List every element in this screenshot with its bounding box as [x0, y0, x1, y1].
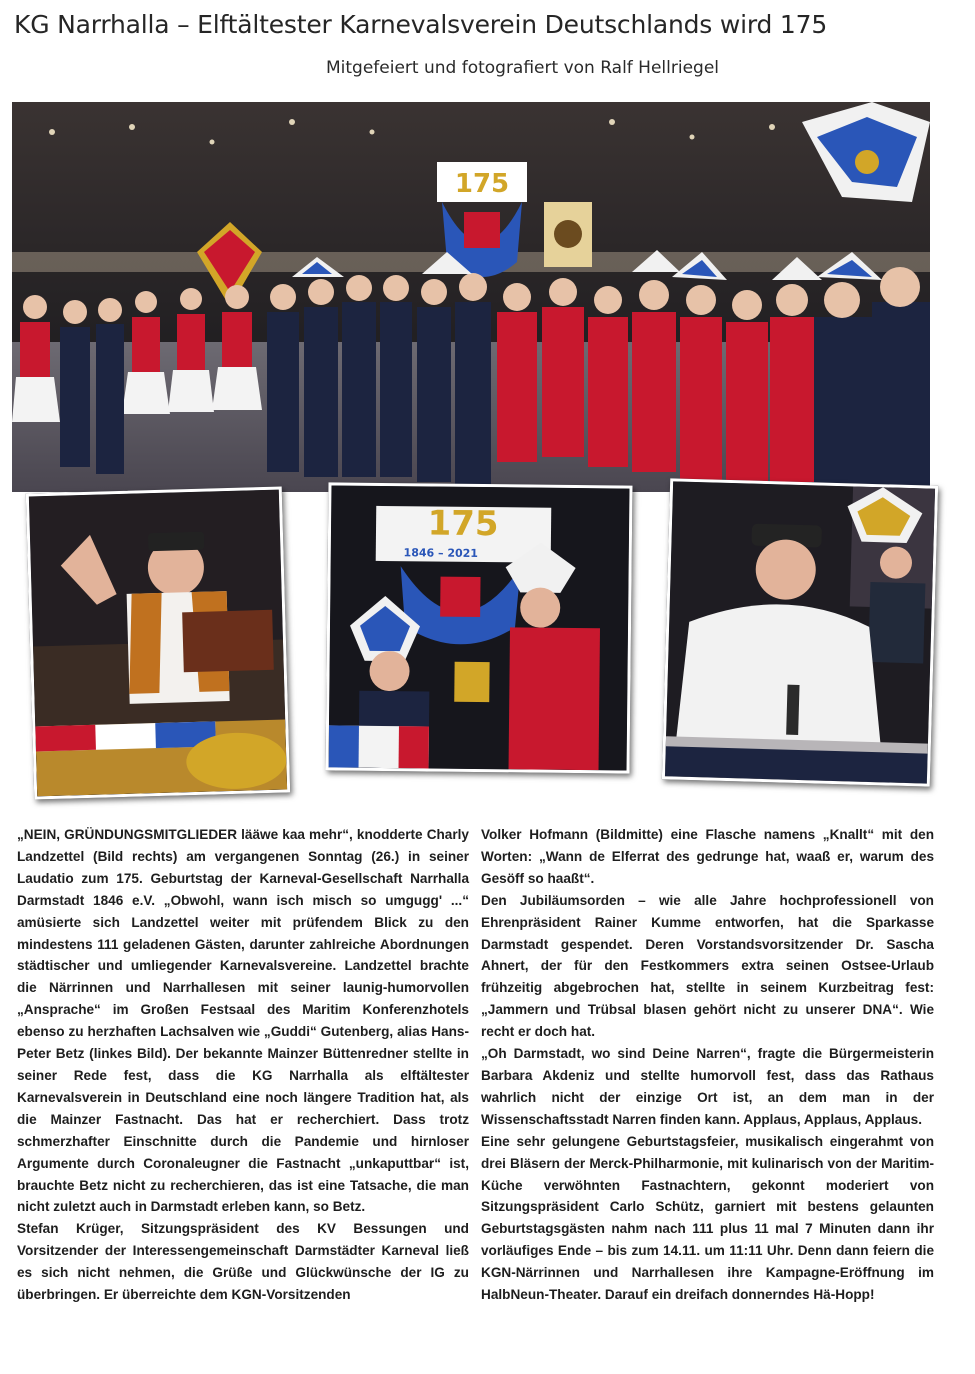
group-photo-illustration: [12, 102, 930, 492]
svg-text:175: 175: [427, 503, 499, 545]
article-byline: Mitgefeiert und fotografiert von Ralf Hellriegel: [325, 58, 720, 78]
speaker-illustration: [29, 490, 287, 797]
speaker-photo-left: [26, 486, 290, 799]
svg-text:1846 – 2021: 1846 – 2021: [403, 546, 479, 560]
paragraph: Eine sehr gelungene Geburtstagsfeier, musikalisch eingerahmt von drei Bläsern der Merck-Philharmonie, mit kulinarisch von der Maritim-Küche verwöhnten Fastnachtern, gekonnt moderiert von Sitzungspräsident Carlo Schütz, garniert mit bestens gelaunten Geburtstagsgästen nahm nach 111 plus 11 mal 7 Minuten dann ihr vorläufiges Ende – bis zum 14.11. um 11:11 Uhr. Denn dann feiern die KGN-Närrinnen und Narrhallesen ihre Kampagne-Eröffnung im HalbNeun-Theater. Darauf ein dreifach donnerndes Hä-Hopp!: [481, 1133, 934, 1303]
laughing-man-photo-right: [662, 478, 938, 786]
article-column-left: [17, 824, 469, 1306]
article-column-right: [481, 824, 934, 1306]
paragraph: Stefan Krüger, Sitzungspräsident des KV Bessungen und Vorsitzender der Interessengemeinschaft Darmstädter Karneval ließ es sich nicht nehmen, die Grüße und Glückwünsche der IG zu überbringen. Er überreichte dem KGN-Vorsitzenden: [17, 1221, 469, 1303]
laughing-man-illustration: [665, 481, 935, 783]
paragraph: Volker Hofmann (Bildmitte) eine Flasche namens „Knallt“ mit den Worten: „Wann de Elferrat des gedrunge hat, waaß er, warum des Gesöff so haaßt“.: [481, 827, 934, 886]
paragraph: „Oh Darmstadt, wo sind Deine Narren“, fragte die Bürgermeisterin Barbara Akdeniz und stellte humorvoll fest, dass das Rathaus wahrlich nicht der einzige Ort ist, an dem man in der Wissenschaftsstadt Narren finden kann. Applaus, Applaus, Applaus.: [481, 1046, 934, 1127]
article-title: KG Narrhalla – Elftältester Karnevalsverein Deutschlands wird 175: [14, 10, 828, 39]
handover-photo-middle: [326, 482, 633, 773]
club-banner-right: [544, 202, 592, 267]
paragraph: Den Jubiläumsorden – wie alle Jahre hochprofessionell von Ehrenpräsident Rainer Kumme entworfen, hat die Sparkasse Darmstadt gespendet. Deren Vorstandsvorsitzender Dr. Sascha Ahnert, der für den Festkommers extra seinen Ostsee-Urlaub frühzeitig abgebrochen hat, stellte in seinem Kurzbeitrag fest: „Jammern und Trübsal blasen gehört nicht zu unserer DNA“. Wie recht er doch hat.: [481, 892, 934, 1040]
paragraph: „NEIN, GRÜNDUNGSMITGLIEDER lääwe kaa mehr“, knodderte Charly Landzettel (Bild rechts) am vergangenen Sonntag (26.) in seiner Laudatio zum 175. Geburtstag der Karneval-Gesellschaft Narrhalla Darmstadt 1846 e.V. „Obwohl, wann isch misch so umgugg' ...“ amüsierte sich Landzettel weiter mit prüfendem Blick zu den mindestens 111 geladenen Gästen, darunter zahlreiche Abordnungen städtischer und umliegender Karnevalsvereine. Landzettel brachte die Närrinnen und Narrhallesen mit seiner launig-humorvollen „Ansprache“ im Großen Festsaal des Maritim Konferenzhotels ebenso zu herzhaften Lachsalven wie „Guddi“ Gutenberg, alias Hans-Peter Betz (linkes Bild). Der bekannte Mainzer Büttenredner stellte in seiner Rede fest, dass die KG Narrhalla als elftältester Karnevalsverein in Deutschland eine noch längere Tradition hat, als die Mainzer Fastnacht. Das hat er recherchiert. Dass trotz schmerzhafter Einschnitte durch die Pandemie und hirnloser Argumente durch Coronaleugner die Fastnacht „unkaputtbar“ ist, brauchte Betz nicht zu recherchieren, das ist eine Tatsache, die man nicht zuletzt auch in Darmstadt erleben kann, so Betz.: [17, 827, 469, 1215]
handover-illustration: [329, 485, 630, 770]
svg-text:175: 175: [454, 169, 510, 199]
main-group-photo: [12, 102, 930, 492]
